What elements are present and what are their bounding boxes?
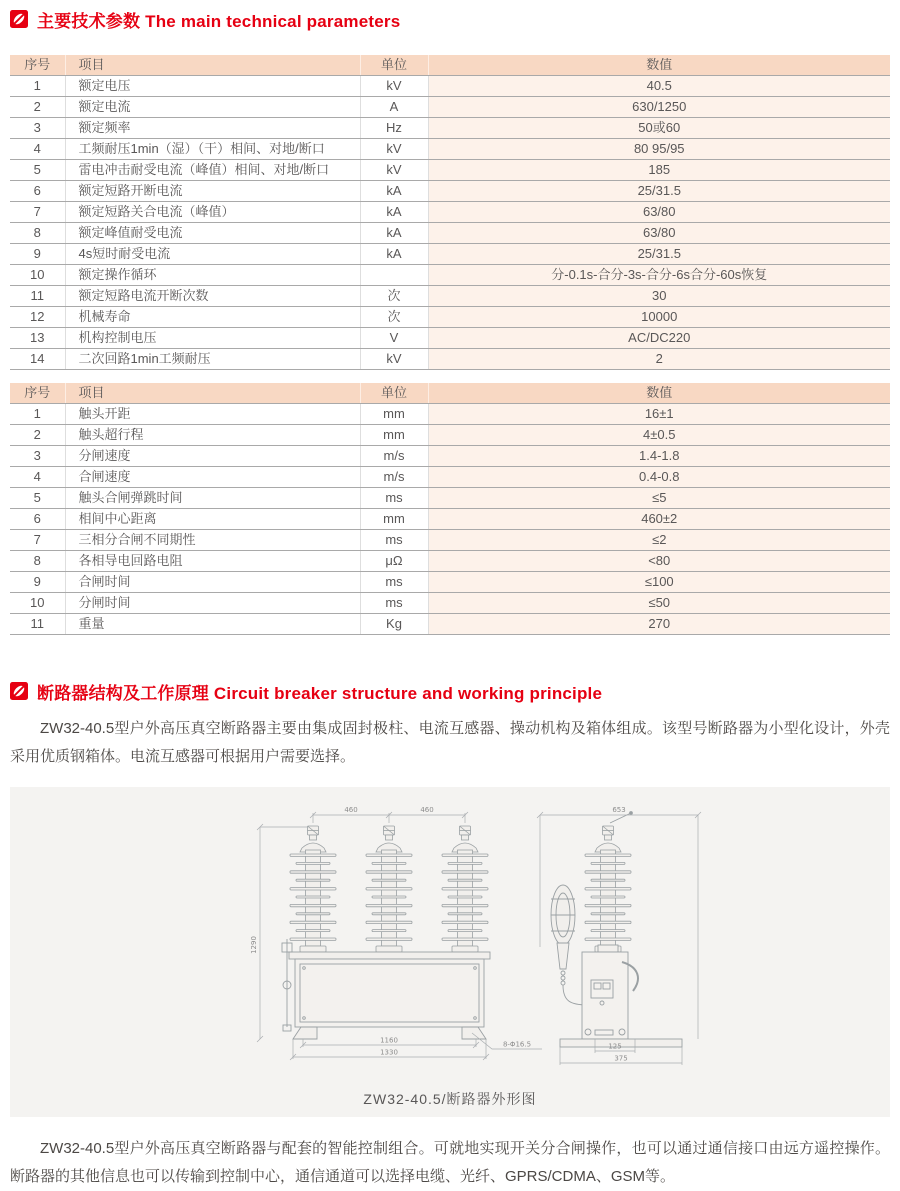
table-cell: 2 [10, 97, 65, 118]
table-cell: 10 [10, 593, 65, 614]
table-cell: m/s [360, 467, 428, 488]
table-cell: 13 [10, 328, 65, 349]
table-cell: 三相分合闸不同期性 [65, 530, 360, 551]
table-cell: 各相导电回路电阻 [65, 551, 360, 572]
table-cell: Kg [360, 614, 428, 635]
table-cell: 分闸速度 [65, 446, 360, 467]
table-cell: 额定频率 [65, 118, 360, 139]
section-title: 主要技术参数 The main technical parameters [37, 11, 401, 31]
side-view [551, 812, 682, 1047]
table-cell: V [360, 328, 428, 349]
table-cell: 触头开距 [65, 404, 360, 425]
table-cell: 11 [10, 286, 65, 307]
table-cell: 10 [10, 265, 65, 286]
table-header-row [10, 55, 890, 76]
table-cell: mm [360, 509, 428, 530]
table-cell: 机械寿命 [65, 307, 360, 328]
table-cell: ≤50 [428, 593, 890, 614]
table-cell: 50或60 [428, 118, 890, 139]
table-cell: 6 [10, 509, 65, 530]
table-cell: μΩ [360, 551, 428, 572]
table-row [10, 488, 890, 509]
table-cell: 270 [428, 614, 890, 635]
table-cell: 合闸时间 [65, 572, 360, 593]
outline-drawing [10, 787, 890, 1079]
table-cell: 2 [428, 349, 890, 370]
table-row [10, 181, 890, 202]
table-cell: mm [360, 425, 428, 446]
table-cell: 额定电压 [65, 76, 360, 97]
dim-label: 460 [420, 806, 434, 814]
dim-label: 1290 [250, 936, 258, 954]
table-cell: 工频耐压1min（湿）（干）相间、对地/断口 [65, 139, 360, 160]
table-cell: AC/DC220 [428, 328, 890, 349]
table-cell: 7 [10, 530, 65, 551]
table-cell: ms [360, 572, 428, 593]
table-cell: kV [360, 349, 428, 370]
table-cell: 80 95/95 [428, 139, 890, 160]
table-cell: 5 [10, 488, 65, 509]
table-cell [360, 265, 428, 286]
dim-label: 125 [608, 1042, 622, 1051]
column-header: 数值 [428, 383, 890, 404]
table-row [10, 467, 890, 488]
table-cell: 1 [10, 404, 65, 425]
table-cell: 25/31.5 [428, 244, 890, 265]
table-row [10, 572, 890, 593]
table-cell: 8 [10, 551, 65, 572]
table-row [10, 97, 890, 118]
table-cell: 额定短路关合电流（峰值） [65, 202, 360, 223]
table-row [10, 404, 890, 425]
table-cell: 分闸时间 [65, 593, 360, 614]
table-cell: ≤5 [428, 488, 890, 509]
table-cell: ms [360, 488, 428, 509]
table-cell: 额定操作循环 [65, 265, 360, 286]
dim-label: 1160 [380, 1036, 398, 1045]
table-row [10, 76, 890, 97]
table-cell: 1 [10, 76, 65, 97]
table-row [10, 223, 890, 244]
table-cell: kA [360, 202, 428, 223]
dim-label: 375 [614, 1054, 628, 1063]
table-row [10, 509, 890, 530]
table-cell: ms [360, 530, 428, 551]
control-paragraph: ZW32-40.5型户外高压真空断路器与配套的智能控制组合。可就地实现开关分合闸操作，也可以通过通信接口由远方遥控操作。断路器的其他信息也可以传输到控制中心，通信通道可以选择电缆、光纤、GPRS/CDMA、GSM等。 [10, 1140, 890, 1185]
table-cell: 3 [10, 118, 65, 139]
brand-badge-icon [10, 10, 28, 28]
table-cell: kA [360, 223, 428, 244]
brand-badge-icon [10, 682, 28, 700]
section-header-parameters [10, 9, 890, 29]
front-view [282, 826, 490, 1039]
table-cell: 40.5 [428, 76, 890, 97]
table-cell: Hz [360, 118, 428, 139]
table-cell: 次 [360, 307, 428, 328]
section-header-structure [10, 681, 890, 701]
table-cell: 额定短路开断电流 [65, 181, 360, 202]
table-cell: 10000 [428, 307, 890, 328]
table-cell: 4 [10, 467, 65, 488]
table-row [10, 328, 890, 349]
table-cell: 185 [428, 160, 890, 181]
column-header: 序号 [10, 383, 65, 404]
table-row [10, 118, 890, 139]
table-cell: 额定电流 [65, 97, 360, 118]
table-cell: mm [360, 404, 428, 425]
dim-label: 460 [344, 806, 358, 814]
table-row [10, 349, 890, 370]
column-header: 单位 [360, 383, 428, 404]
column-header: 项目 [65, 383, 360, 404]
table-cell: 6 [10, 181, 65, 202]
table-cell: 460±2 [428, 509, 890, 530]
table-cell: 16±1 [428, 404, 890, 425]
mechanical-parameters-table [10, 383, 890, 635]
column-header: 项目 [65, 55, 360, 76]
table-row [10, 530, 890, 551]
table-cell: 9 [10, 572, 65, 593]
table-cell: 额定峰值耐受电流 [65, 223, 360, 244]
table-cell: 630/1250 [428, 97, 890, 118]
table-cell: 触头超行程 [65, 425, 360, 446]
table-cell: 合闸速度 [65, 467, 360, 488]
table-row [10, 160, 890, 181]
table-cell: <80 [428, 551, 890, 572]
main-parameters-table [10, 55, 890, 370]
table-cell: 11 [10, 614, 65, 635]
table-row [10, 425, 890, 446]
table-cell: 1.4-1.8 [428, 446, 890, 467]
table-cell: 25/31.5 [428, 181, 890, 202]
table-row [10, 244, 890, 265]
table-cell: 2 [10, 425, 65, 446]
table-cell: 分-0.1s-合分-3s-合分-6s合分-60s恢复 [428, 265, 890, 286]
table-cell: 相间中心距离 [65, 509, 360, 530]
table-row [10, 551, 890, 572]
table-cell: 3 [10, 446, 65, 467]
table-row [10, 593, 890, 614]
structure-paragraph: ZW32-40.5型户外高压真空断路器主要由集成固封极柱、电流互感器、操动机构及箱体组成。该型号断路器为小型化设计，外壳采用优质钢箱体。电流互感器可根据用户需要选择。 [10, 720, 890, 765]
table-cell: 次 [360, 286, 428, 307]
table-cell: 二次回路1min工频耐压 [65, 349, 360, 370]
table-cell: 5 [10, 160, 65, 181]
table-cell: 4±0.5 [428, 425, 890, 446]
table-cell: ≤100 [428, 572, 890, 593]
table-cell: 63/80 [428, 202, 890, 223]
table-cell: 重量 [65, 614, 360, 635]
section-title: 断路器结构及工作原理 Circuit breaker structure and working principle [37, 683, 603, 703]
table-cell: 30 [428, 286, 890, 307]
table-cell: 7 [10, 202, 65, 223]
column-header: 数值 [428, 55, 890, 76]
column-header: 单位 [360, 55, 428, 76]
table-row [10, 139, 890, 160]
table-cell: m/s [360, 446, 428, 467]
table-cell: 4 [10, 139, 65, 160]
table-row [10, 614, 890, 635]
table-cell: kV [360, 139, 428, 160]
figure-panel [10, 787, 890, 1117]
table-cell: A [360, 97, 428, 118]
table-cell: kA [360, 181, 428, 202]
table-row [10, 265, 890, 286]
table-cell: 9 [10, 244, 65, 265]
table-cell: 机构控制电压 [65, 328, 360, 349]
table-cell: kA [360, 244, 428, 265]
dim-label: 8-Φ16.5 [502, 1040, 532, 1049]
table-row [10, 202, 890, 223]
table-cell: 12 [10, 307, 65, 328]
table-row [10, 446, 890, 467]
table-cell: 触头合闸弹跳时间 [65, 488, 360, 509]
table-cell: 4s短时耐受电流 [65, 244, 360, 265]
table-cell: 14 [10, 349, 65, 370]
table-cell: 63/80 [428, 223, 890, 244]
table-cell: ≤2 [428, 530, 890, 551]
table-header-row [10, 383, 890, 404]
table-cell: 额定短路电流开断次数 [65, 286, 360, 307]
dim-label: 1330 [380, 1048, 398, 1057]
table-cell: kV [360, 160, 428, 181]
table-cell: ms [360, 593, 428, 614]
column-header: 序号 [10, 55, 65, 76]
table-row [10, 286, 890, 307]
table-row [10, 307, 890, 328]
table-cell: kV [360, 76, 428, 97]
table-cell: 雷电冲击耐受电流（峰值）相间、对地/断口 [65, 160, 360, 181]
table-cell: 8 [10, 223, 65, 244]
figure-caption: ZW32-40.5/断路器外形图 [363, 1091, 537, 1107]
dim-label: 653 [612, 806, 626, 814]
table-cell: 0.4-0.8 [428, 467, 890, 488]
